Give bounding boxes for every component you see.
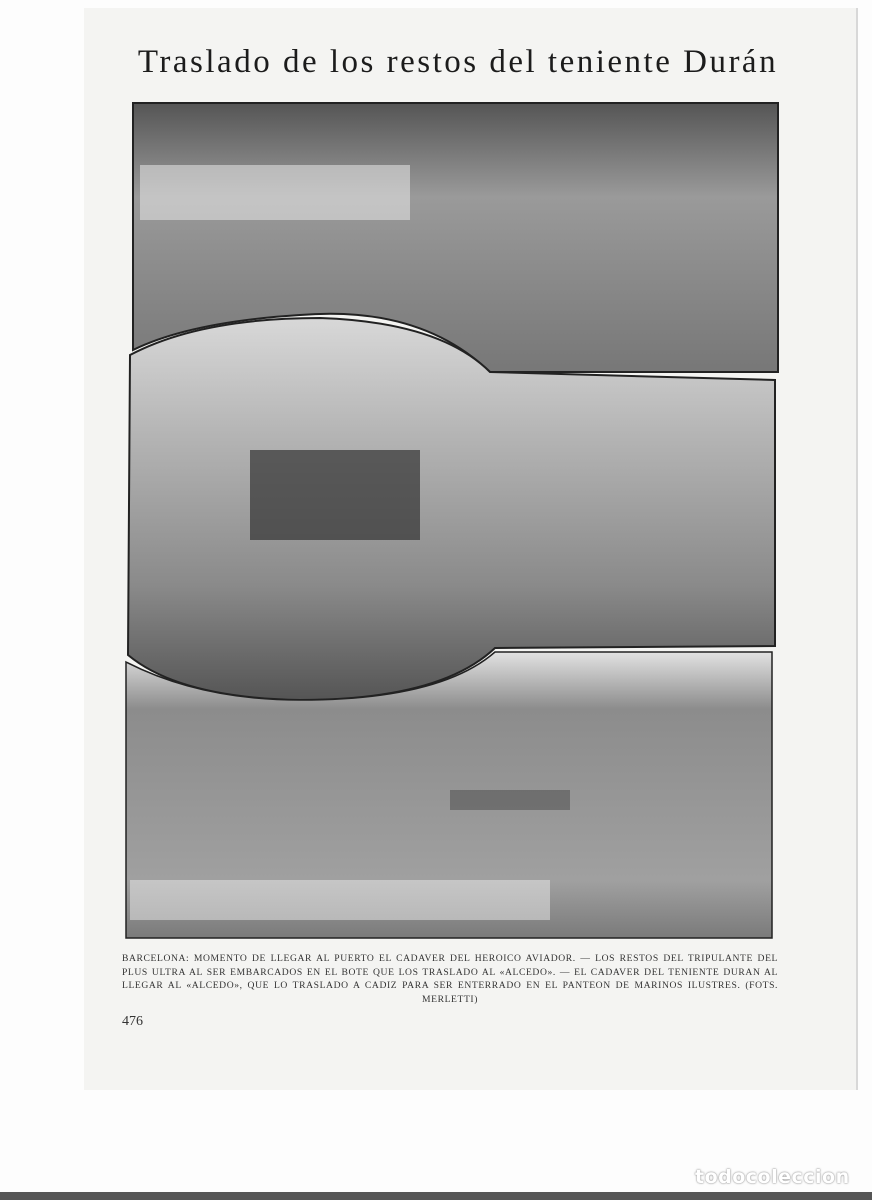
watermark-logo: todocoleccion bbox=[695, 1166, 850, 1188]
boat bbox=[450, 790, 570, 810]
coffin-hoist bbox=[250, 450, 420, 540]
sailors-row bbox=[140, 165, 410, 220]
sailors-foreground bbox=[130, 880, 550, 920]
page-number: 476 bbox=[122, 1014, 143, 1029]
photo-embarking-remains bbox=[128, 318, 775, 700]
page-title: Traslado de los restos del teniente Durán bbox=[137, 44, 779, 80]
bottom-edge bbox=[0, 1192, 872, 1200]
photo-caption: BARCELONA: MOMENTO DE LLEGAR AL PUERTO EL CADAVER DEL HEROICO AVIADOR. — LOS RESTOS DEL TRIPULANTE DEL PLUS ULTRA AL SER EMBARCADOS EN EL BOTE QUE LOS TRASLADO AL «ALCEDO». — EL CADAVER DEL TENIENTE DURAN AL LLEGAR AL «ALCEDO», QUE LO TRASLADO A CADIZ PARA SER ENTERRADO EN EL PANTEON DE MARINOS ILUSTRES. (FOTS. MERLETTI) bbox=[122, 953, 778, 1005]
